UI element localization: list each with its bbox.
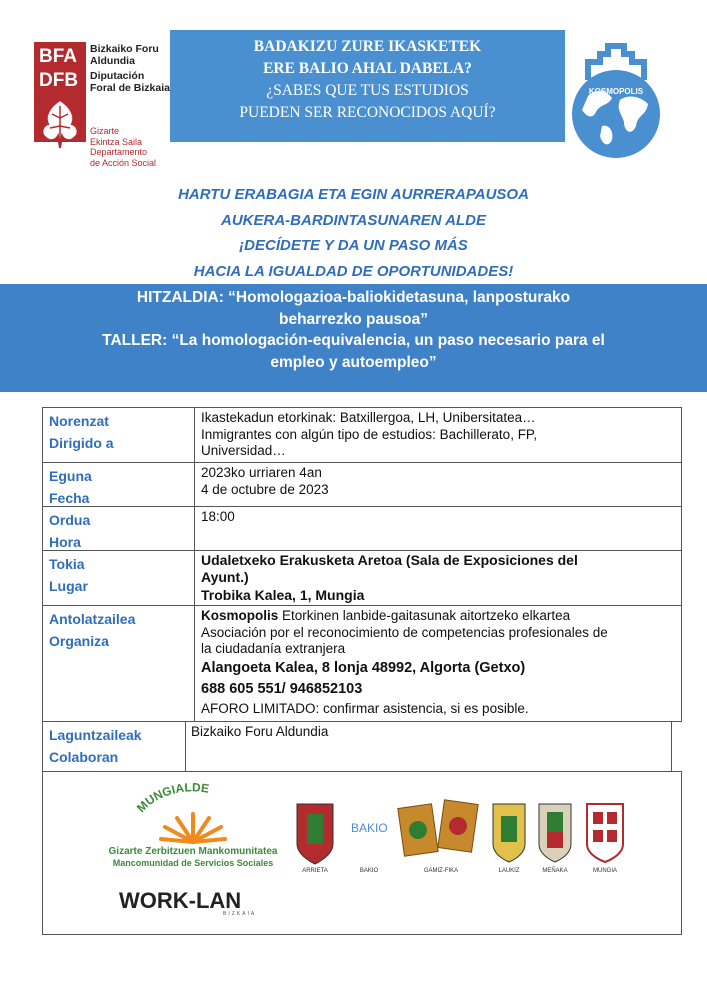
value-line: Asociación por el reconocimiento de competencias profesionales de	[201, 624, 608, 640]
row-label	[49, 509, 90, 553]
laukiz-shield-icon	[493, 804, 525, 874]
org-description: Etorkinen lanbide-gaitasunak aitortzeko elkartea	[278, 608, 571, 623]
bfa-name-text	[90, 44, 170, 94]
row-value	[191, 724, 328, 741]
org-phone: 688 605 551/ 946852103	[201, 680, 363, 697]
value-line: la ciudadanía extranjera	[201, 641, 346, 656]
slogan-line: HARTU ERABAGIA ETA EGIN AURRERAPAUSOA	[178, 186, 529, 203]
sponsor-logos-art	[43, 772, 681, 934]
shield-label: GAMIZ-FIKA	[423, 868, 459, 874]
shield-label: ARRIETA	[302, 868, 328, 874]
value-line: 4 de octubre de 2023	[201, 481, 329, 497]
value-line: 18:00	[201, 509, 235, 524]
bfa-department-text	[90, 126, 156, 168]
label-eu: Laguntzaileak	[49, 727, 142, 743]
gamiz-fika-shield-icon	[398, 800, 478, 874]
row-label	[49, 465, 92, 509]
value-line: Udaletxeko Erakusketa Aretoa (Sala de Exposiciones del	[201, 552, 578, 568]
label-es: Colaboran	[49, 749, 119, 765]
label-eu: Antolatzailea	[49, 611, 136, 627]
mungialde-line: Mancomunidad de Servicios Sociales	[112, 858, 274, 868]
label-es: Fecha	[49, 490, 90, 506]
banner-line: BADAKIZU ZURE IKASKETEK	[253, 38, 482, 55]
banner-line: ERE BALIO AHAL DABELA?	[263, 60, 472, 77]
slogan-line: ¡DECÍDETE Y DA UN PASO MÁS	[239, 237, 468, 254]
menaka-shield-icon	[539, 804, 571, 874]
row-label	[49, 553, 88, 597]
oak-leaf-icon	[36, 98, 84, 150]
org-name: Kosmopolis	[201, 608, 279, 623]
shield-label: MEÑAKA	[542, 868, 568, 874]
banner-line: ¿SABES QUE TUS ESTUDIOS	[266, 82, 469, 99]
label-es: Hora	[49, 534, 81, 550]
org-address: Alangoeta Kalea, 8 lonja 48992, Algorta (Getxo)	[201, 659, 526, 676]
bfa-dept-line: de Acción Social	[90, 157, 157, 168]
row-colaboran	[42, 721, 672, 772]
talk-title-line: empleo y autoempleo”	[270, 353, 437, 371]
slogan-line: HACIA LA IGUALDAD DE OPORTUNIDADES!	[193, 262, 514, 280]
value-line: Ikastekadun etorkinak: Batxillergoa, LH, Unibersitatea…	[201, 410, 536, 425]
mungia-shield-icon	[587, 804, 623, 874]
talk-title-line: beharrezko pausoa”	[278, 310, 429, 328]
bfa-dept-line: Departamento	[90, 147, 148, 157]
label-es: Lugar	[49, 578, 88, 594]
mungialde-arc-text: MUNGIALDE	[133, 780, 211, 816]
bfa-dept-line: Gizarte	[90, 126, 120, 136]
shield-label: MUNGIA	[593, 868, 617, 874]
talk-title-band	[0, 284, 707, 392]
mungialde-logo	[109, 780, 278, 868]
bfa-name-line: Foral de Bizkaia	[90, 81, 170, 94]
row-organiza	[42, 605, 682, 722]
label-eu: Ordua	[49, 512, 91, 528]
slogan	[0, 182, 707, 284]
row-value	[201, 465, 329, 498]
bfa-abbr: BFA	[39, 46, 77, 67]
arrieta-shield-icon	[297, 804, 333, 874]
label-es: Dirigido a	[49, 435, 114, 451]
row-value	[201, 410, 537, 460]
mungialde-line: Gizarte Zerbitzuen Mankomunitatea	[108, 846, 278, 857]
aforo-note: AFORO LIMITADO: confirmar asistencia, si es posible.	[201, 700, 529, 716]
row-hora	[42, 506, 682, 551]
kosmopolis-wordmark: KOSMOPOLIS	[588, 87, 644, 96]
row-label	[49, 608, 135, 652]
bfa-name-line: Diputación	[90, 70, 145, 82]
value-line: 2023ko urriaren 4an	[201, 465, 322, 480]
label-eu: Tokia	[49, 556, 85, 572]
row-label	[49, 410, 114, 454]
work-lan-wordmark: WORK-LAN	[119, 888, 242, 913]
label-eu: Eguna	[49, 468, 92, 484]
sponsor-logos	[42, 771, 682, 935]
row-label	[49, 724, 142, 768]
banner-line: PUEDEN SER RECONOCIDOS AQUÍ?	[239, 104, 496, 121]
work-lan-sub: BIZKAIA	[223, 911, 257, 917]
row-dirigido	[42, 407, 682, 463]
talk-title-line: TALLER: “La homologación-equivalencia, un paso necesario para el	[102, 332, 605, 349]
value-line: Ayunt.)	[201, 569, 249, 585]
shield-label: LAUKIZ	[498, 868, 520, 874]
row-value	[201, 509, 235, 526]
value-line	[201, 608, 608, 625]
kosmopolis-logo	[566, 40, 666, 160]
bfa-name-line: Bizkaiko Foru	[90, 43, 159, 55]
slogan-line: AUKERA-BARDINTASUNAREN ALDE	[221, 211, 486, 229]
value-line: Bizkaiko Foru Aldundia	[191, 724, 329, 739]
shield-label: BAKIO	[359, 868, 379, 874]
value-line: Trobika Kalea, 1, Mungia	[201, 587, 365, 603]
globe-icon	[572, 70, 660, 158]
label-es: Organiza	[49, 633, 109, 649]
bakio-wordmark: BAKIO	[351, 821, 388, 835]
label-eu: Norenzat	[49, 413, 109, 429]
bfa-dept-line: Ekintza Saila	[90, 136, 143, 147]
bfa-name-line: Aldundia	[90, 54, 135, 67]
work-lan-logo	[119, 888, 256, 917]
svg-text:MUNGIALDE	[134, 780, 210, 815]
talk-title-line: HITZALDIA: “Homologazioa-baliokidetasuna, lanposturako	[136, 289, 571, 306]
question-banner	[170, 30, 565, 142]
value-line: Universidad…	[201, 443, 286, 458]
row-fecha	[42, 462, 682, 507]
bfa-dfb-logo	[34, 42, 174, 167]
row-value	[201, 608, 608, 718]
row-value	[201, 552, 578, 605]
dfb-abbr: DFB	[39, 70, 79, 91]
bakio-logo	[351, 821, 388, 874]
row-lugar	[42, 550, 682, 606]
value-line: Inmigrantes con algún tipo de estudios: Bachillerato, FP,	[201, 426, 537, 442]
